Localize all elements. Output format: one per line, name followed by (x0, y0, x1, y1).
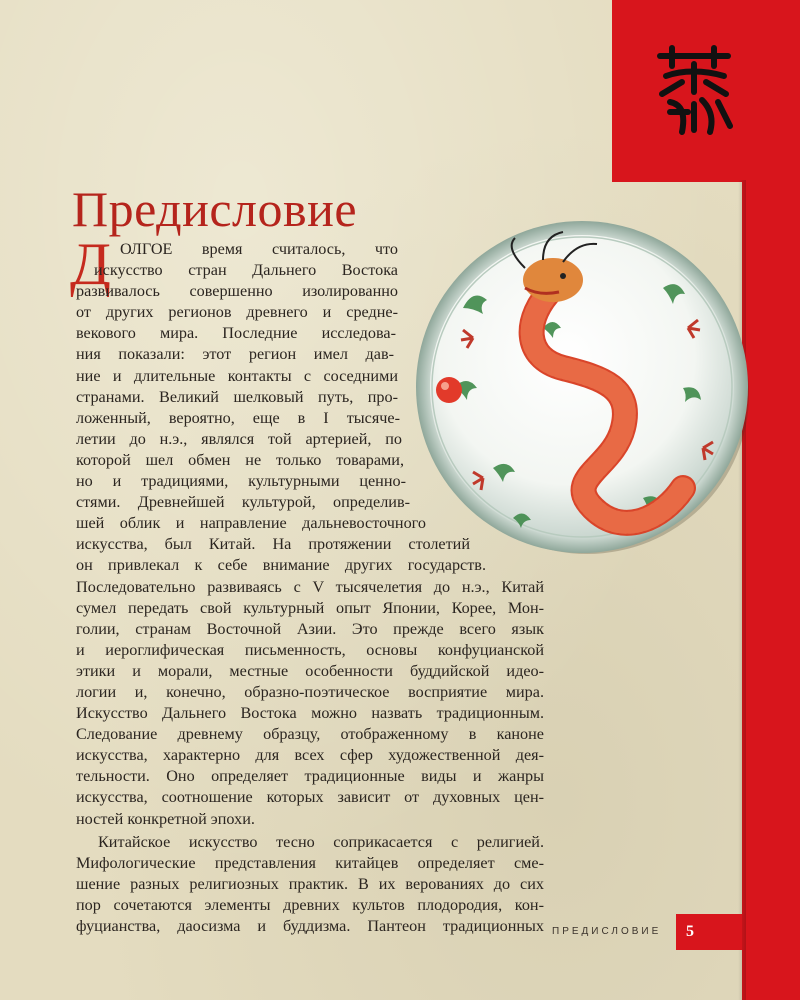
text-line: ложенный, вероятно, еще в I тысяче- (76, 408, 400, 427)
drop-cap: Д (70, 231, 111, 297)
text-line: Последовательно развиваясь с V тысячелетия до н.э., Китай (76, 577, 544, 596)
text-line: Следование древнему образцу, отображенному в каноне (76, 725, 544, 744)
text-line: искусства, характерно для всех сфер художественной дея- (76, 746, 544, 765)
page-number: 5 (676, 914, 742, 950)
text-line: искусства, соотношение которых зависит от духовных цен- (76, 788, 544, 807)
chapter-title: Предисловие (72, 181, 358, 237)
text-line: шей облик и направление дальневосточного (76, 514, 426, 533)
text-line: искусства, был Китай. На протяжении столетий (76, 535, 470, 554)
text-line: от других регионов древнего и средне- (76, 303, 398, 322)
text-line: Искусство Дальнего Востока можно назвать традиционным. (76, 704, 544, 723)
text-line: Мифологические представления китайцев определяет сме- (76, 853, 544, 872)
text-line: он привлекал к себе внимание других государств. (76, 556, 486, 575)
text-line: ностей конкретной эпохи. (76, 809, 255, 828)
text-line: этики и морали, местные особенности буддийской идео- (76, 661, 544, 680)
red-band-step (612, 152, 752, 182)
text-line: ОЛГОЕ время считалось, что (120, 240, 398, 258)
text-line: голии, странам Восточной Азии. Это прежде всего язык (76, 619, 544, 638)
text-line: которой шел обмен не только товарами, (76, 450, 404, 469)
text-line: Китайское искусство тесно соприкасается с религией. (98, 832, 544, 851)
paragraph-1 (76, 239, 544, 830)
text-line: развивалось совершенно изолированно (76, 282, 398, 301)
text-line: шение разных религиозных практик. В их верованиях до сих (76, 874, 544, 893)
text-line: но и традициями, культурными ценно- (76, 472, 406, 491)
text-line: тельности. Оно определяет традиционные виды и жанры (76, 767, 544, 786)
seal-character-icon (652, 42, 736, 138)
text-line: векового мира. Последние исследова- (76, 324, 396, 343)
text-line: искусство стран Дальнего Востока (94, 261, 398, 280)
text-line: стями. Древнейшей культурой, определив- (76, 493, 410, 512)
text-line: сумел передать свой культурный опыт Японии, Корее, Мон- (76, 598, 544, 617)
body-text (76, 239, 544, 937)
running-head: ПРЕДИСЛОВИЕ (552, 926, 662, 937)
text-line: пор сочетаются элементы древних культов плодородия, кон- (76, 895, 544, 914)
text-line: странами. Великий шелковый путь, про- (76, 387, 398, 406)
text-line: ние и длительные контакты с соседними (76, 366, 398, 385)
text-line: ния показали: этот регион имел дав- (76, 345, 394, 364)
text-line: фуцианства, даосизма и буддизма. Пантеон традиционных (76, 917, 544, 935)
text-line: и иероглифическая письменность, основы конфуцианской (76, 640, 544, 659)
paragraph-2 (76, 832, 544, 937)
text-line: логии и, конечно, образно-поэтическое восприятие мира. (76, 682, 544, 701)
text-line: летии до н.э., являлся той артерией, по (76, 429, 402, 448)
